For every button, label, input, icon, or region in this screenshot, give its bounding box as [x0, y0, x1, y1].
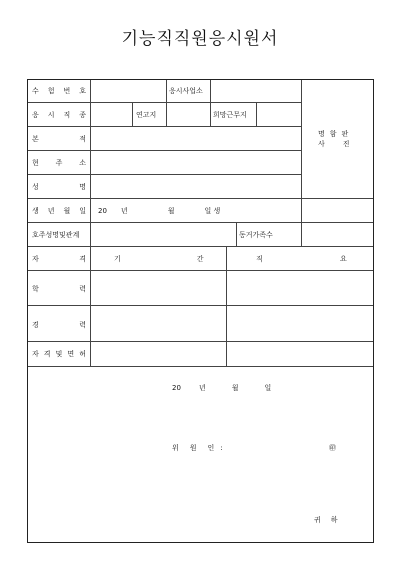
- applicant-line: 위 원 인 :: [172, 444, 223, 452]
- preferred-location-label: 희망근무지: [213, 111, 247, 119]
- birth-date-value: 20 년 월 일 생: [98, 207, 221, 215]
- age-label: 연고지: [136, 111, 157, 119]
- birth-date-label: 생 년 월 일: [32, 207, 86, 215]
- exam-site-label: 응시사업소: [169, 87, 203, 95]
- photo-label-line1: 명함판: [318, 130, 354, 138]
- licenses-label: 자 격 및 면 허: [32, 350, 86, 358]
- education-label: 학 력: [32, 285, 86, 293]
- permanent-address-label: 본 적: [32, 135, 86, 143]
- remarks-header: 요: [340, 255, 347, 263]
- applicant-job-label: 응 시 직 종: [32, 111, 86, 119]
- to-whom: 귀 하: [314, 516, 338, 524]
- current-address-label: 현 주 소: [32, 159, 86, 167]
- application-form: [27, 79, 374, 543]
- form-title: 기능직직원응시원서: [121, 29, 279, 49]
- photo-label-line2: 사 진: [318, 140, 350, 148]
- position-header: 직: [256, 255, 263, 263]
- period-header: 기 간: [114, 255, 204, 263]
- date-line: 20 년 월 일: [172, 384, 272, 392]
- career-label: 경 력: [32, 321, 86, 329]
- family-count-label: 동거가족수: [239, 231, 273, 239]
- seal-mark: ㊞: [329, 444, 336, 452]
- exam-number-label: 수 험 번 호: [32, 87, 86, 95]
- qualification-header: 자 격: [32, 255, 86, 263]
- name-label: 성 명: [32, 183, 86, 191]
- household-relation-label: 호주성명및관계: [32, 231, 80, 239]
